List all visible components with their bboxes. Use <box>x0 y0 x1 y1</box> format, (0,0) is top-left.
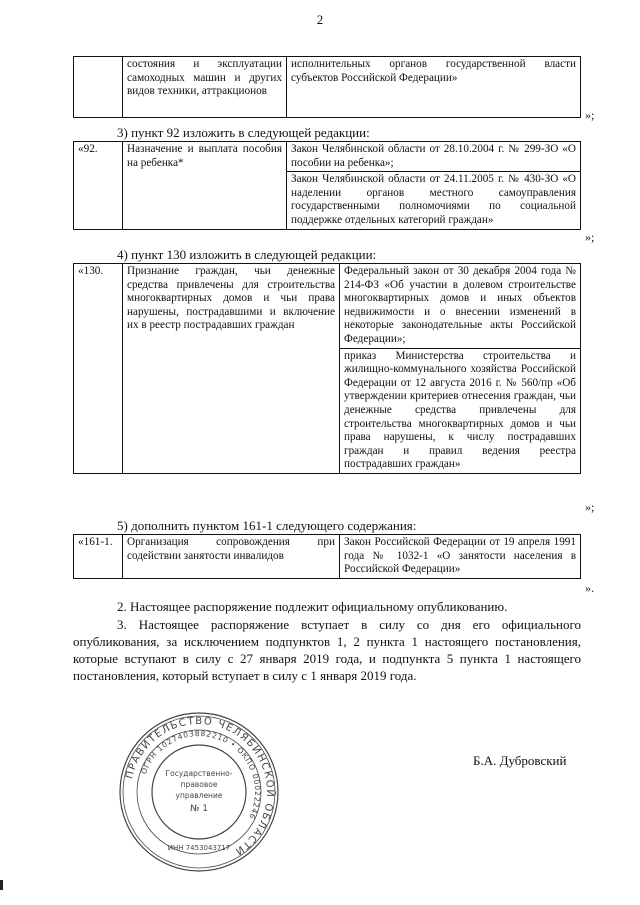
amendment-item-4: 4) пункт 130 изложить в следующей редакции: <box>117 247 377 262</box>
service-name: Назначение и выплата пособия на ребенка* <box>123 142 287 230</box>
row-number: «92. <box>74 142 123 230</box>
stamp-center-line: управление <box>175 791 223 800</box>
service-name: состояния и эксплуатации самоходных машин и других видов техники, аттракционов <box>123 57 287 118</box>
table-row <box>74 535 581 579</box>
signature-name: Б.А. Дубровский <box>473 753 567 768</box>
legal-basis: Закон Российской Федерации от 19 апреля 1991 года № 1032-1 «О занятости населения в Российской Федерации» <box>340 535 581 579</box>
stamp-center-line: правовое <box>180 780 218 789</box>
stamp-outer-text: ПРАВИТЕЛЬСТВО ЧЕЛЯБИНСКОЙ ОБЛАСТИ <box>124 715 276 858</box>
closing-quote: »; <box>585 108 595 122</box>
stamp-bottom-text: ИНН 7453043717 <box>167 844 231 852</box>
closing-quote: »; <box>585 500 595 514</box>
table-row <box>74 142 581 172</box>
item-130-table <box>73 263 581 474</box>
legal-basis-2: приказ Министерства строительства и жилищно-коммунального хозяйства Российской Федерации от 12 августа 2016 г. № 560/пр «Об утверждении критериев отнесения граждан, чьи денежные средства привлечены для строительства многоквартирных домов и чьи права нарушены, к числу пострадавших граждан и правил ведения реестра пострадавших граждан» <box>340 348 581 473</box>
row-number: «130. <box>74 264 123 474</box>
services-table-continuation <box>73 56 581 118</box>
stamp-inner-text: ОГРН 1027403882210 • ОКПО 00022246 <box>139 728 263 821</box>
legal-basis-1: Федеральный закон от 30 декабря 2004 года № 214-ФЗ «Об участии в долевом строительстве многоквартирных домов и иных объектов недвижимости и о внесении изменений в некоторые законодательные акты Российской Федерации»; <box>340 264 581 349</box>
service-name: Организация сопровождения при содействии занятости инвалидов <box>123 535 340 579</box>
page-number: 2 <box>316 12 324 27</box>
table-row <box>74 57 581 118</box>
legal-basis-2: Закон Челябинской области от 24.11.2005 г. № 430-ЗО «О наделении органов местного самоуправления государственными полномочиями по социальной поддержке отдельных категорий граждан» <box>287 172 581 229</box>
legal-basis: исполнительных органов государственной власти субъектов Российской Федерации» <box>287 57 581 118</box>
item-161-1-table <box>73 534 581 579</box>
stamp-center-line: Государственно- <box>165 769 233 778</box>
row-number: «161-1. <box>74 535 123 579</box>
closing-quote: ». <box>585 581 594 595</box>
stamp-center-line: № 1 <box>190 804 208 814</box>
closing-quote: »; <box>585 230 595 244</box>
service-name: Признание граждан, чьи денежные средства привлечены для строительства многоквартирных домов и чьи права нарушены, пострадавшими и включение их в реестр пострадавших граждан <box>123 264 340 474</box>
page-edge-mark <box>0 880 3 890</box>
official-stamp-icon <box>117 710 281 874</box>
amendment-item-5: 5) дополнить пунктом 161-1 следующего содержания: <box>117 518 417 533</box>
paragraph-2: 2. Настоящее распоряжение подлежит официальному опубликованию. <box>117 599 508 614</box>
row-number <box>74 57 123 118</box>
table-row <box>74 264 581 349</box>
paragraph-3: 3. Настоящее распоряжение вступает в силу со дня его официального опубликования, за исключением подпунктов 1, 2 пункта 1 настоящего постановления, которые вступают в силу с 27 января 2019 года, и подпункта 5 пункта 1 настоящего постановления, который вступает в силу с 1 января 2019 года. <box>73 617 581 683</box>
amendment-item-3: 3) пункт 92 изложить в следующей редакции: <box>117 125 370 140</box>
item-92-table <box>73 141 581 230</box>
legal-basis-1: Закон Челябинской области от 28.10.2004 г. № 299-ЗО «О пособии на ребенка»; <box>287 142 581 172</box>
